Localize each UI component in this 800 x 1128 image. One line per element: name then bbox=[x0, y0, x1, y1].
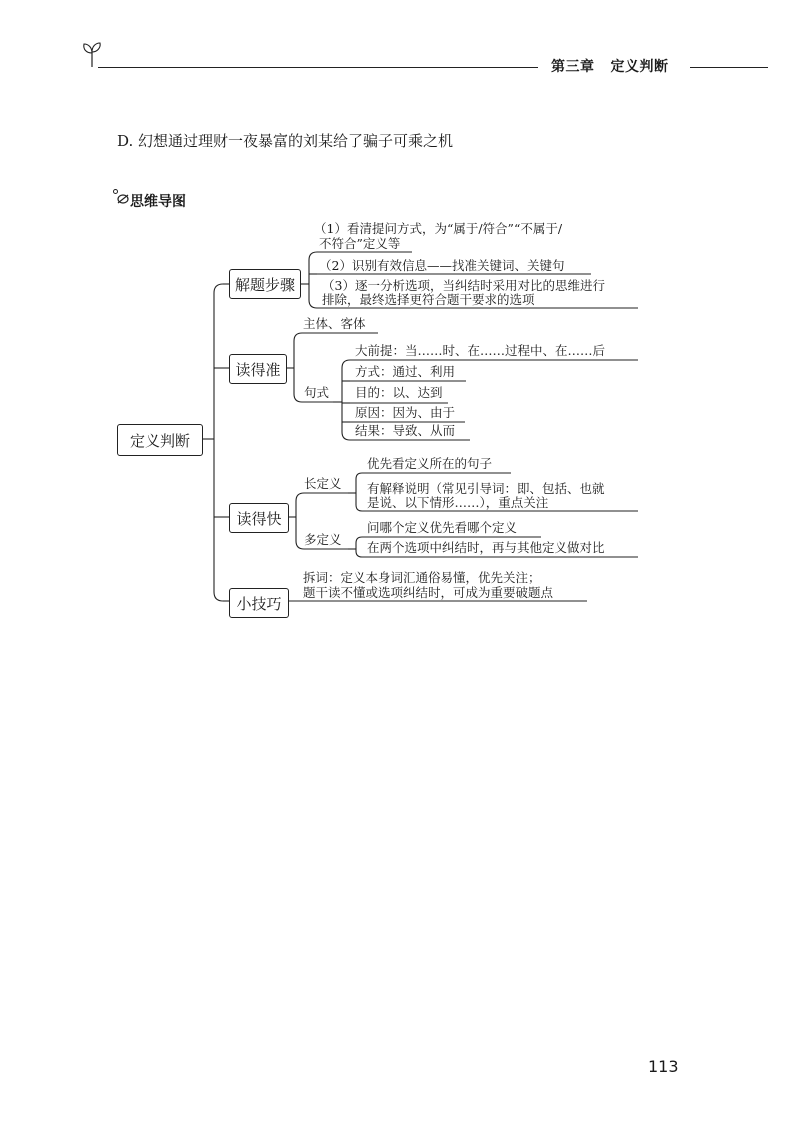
b4-tip-line2: 题干读不懂或选项纠结时，可成为重要破题点 bbox=[303, 585, 554, 600]
b2-item-reason: 原因：因为、由于 bbox=[355, 405, 456, 420]
b3-multi-item1: 问哪个定义优先看哪个定义 bbox=[367, 520, 518, 535]
b1-step2: （2）识别有效信息——找准关键词、关键句 bbox=[319, 258, 565, 273]
branch-xiaojiqiao: 小技巧 bbox=[229, 588, 289, 618]
branch-dudekuai: 读得快 bbox=[229, 503, 289, 533]
b3-multi-item2: 在两个选项中纠结时，再与其他定义做对比 bbox=[367, 540, 605, 555]
branch-jieti-buzhou: 解题步骤 bbox=[229, 269, 301, 299]
mindmap-title: 思维导图 bbox=[130, 194, 186, 210]
chapter-section: 定义判断 bbox=[610, 59, 669, 75]
b4-tip-line1: 拆词：定义本身词汇通俗易懂，优先关注； bbox=[303, 570, 541, 585]
b1-step1-line1: （1）看清提问方式，为“属于/符合”“不属于/ bbox=[314, 221, 563, 236]
b2-item-purpose: 目的：以、达到 bbox=[355, 385, 443, 400]
b3-long-item2-line1: 有解释说明（常见引导词：即、包括、也就 bbox=[367, 481, 605, 496]
b1-step3-line2: 排除，最终选择更符合题干要求的选项 bbox=[322, 292, 535, 307]
page-number: 113 bbox=[648, 1057, 679, 1076]
branch-dudezhun: 读得准 bbox=[229, 354, 287, 384]
b1-step1-line2: 不符合”定义等 bbox=[319, 236, 401, 251]
b1-step3-line1: （3）逐一分析选项，当纠结时采用对比的思维进行 bbox=[322, 278, 605, 293]
b3-long-item1: 优先看定义所在的句子 bbox=[367, 456, 493, 471]
b2-item-result: 结果：导致、从而 bbox=[355, 423, 456, 438]
b3-long-item2-line2: 是说、以下情形……），重点关注 bbox=[367, 495, 549, 510]
chapter-number: 第三章 bbox=[551, 59, 595, 75]
b2-item-method: 方式：通过、利用 bbox=[355, 364, 456, 379]
b2-subject-object: 主体、客体 bbox=[303, 316, 366, 331]
mindmap-root-node: 定义判断 bbox=[117, 424, 203, 456]
b2-item-premise: 大前提：当……时、在……过程中、在……后 bbox=[355, 343, 606, 358]
b3-long-definition: 长定义 bbox=[304, 476, 342, 491]
option-d-text: D. 幻想通过理财一夜暴富的刘某给了骗子可乘之机 bbox=[117, 132, 454, 150]
b3-multi-definition: 多定义 bbox=[304, 532, 342, 547]
b2-sentence-pattern: 句式 bbox=[304, 385, 330, 400]
